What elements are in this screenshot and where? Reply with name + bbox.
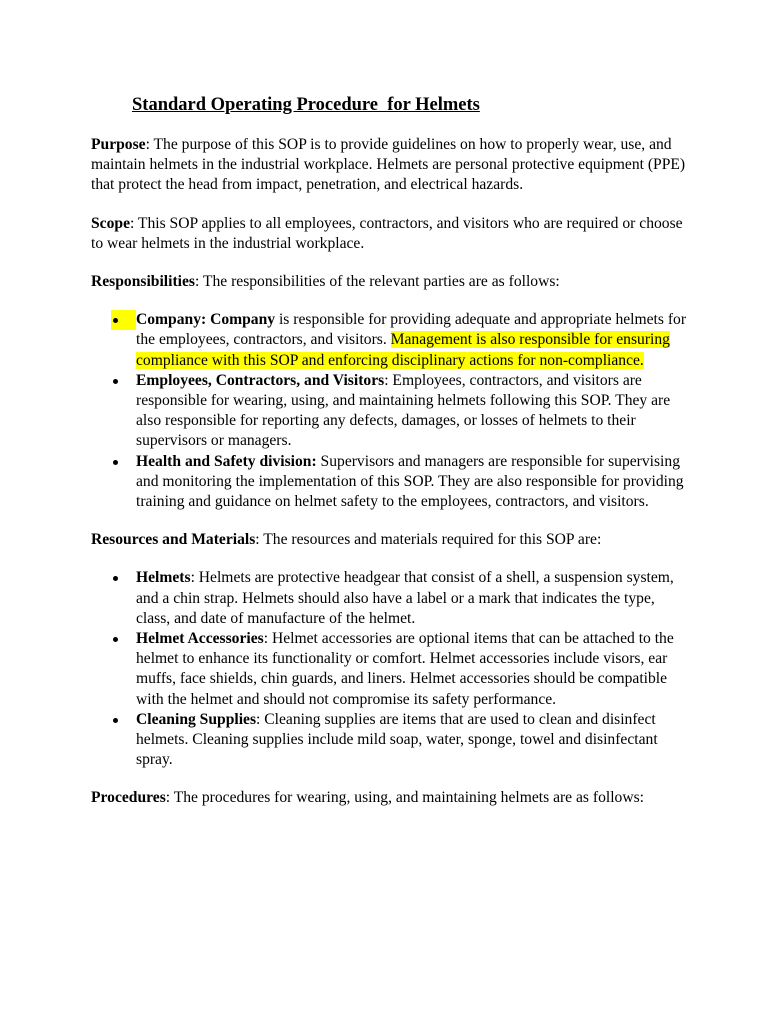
list-item <box>91 310 691 371</box>
purpose-paragraph <box>91 135 691 196</box>
list-item <box>91 452 691 513</box>
list-item-label: Helmets <box>136 569 191 587</box>
list-item-text: Supervisors and managers are responsible for supervising and monitoring the implementation of this SOP. They are also responsible for providing training and guidance on helmet safety to the employees, contractors, and visitors. <box>136 452 684 511</box>
procedures-label: Procedures <box>91 789 166 807</box>
list-item-text: : Helmets are protective headgear that consist of a shell, a suspension system, and a chin strap. Helmets should also have a label or a mark that indicates the type, class, and date of manufacture of the helmet. <box>136 569 674 627</box>
list-item-label: Health and Safety division: <box>136 452 317 470</box>
list-item-text: : Cleaning supplies are items that are used to clean and disinfect helmets. Cleaning supplies include mild soap, water, sponge, towel and disinfectant spray. <box>136 710 658 769</box>
list-item-label: Helmet Accessories <box>136 630 264 648</box>
responsibilities-list <box>91 310 691 512</box>
scope-paragraph <box>91 214 691 254</box>
bullet-icon <box>111 310 136 330</box>
resources-paragraph <box>91 530 691 550</box>
list-item <box>91 629 691 710</box>
document-title: Standard Operating Procedure for Helmets <box>132 95 480 115</box>
procedures-paragraph <box>91 788 691 808</box>
responsibilities-paragraph <box>91 272 691 292</box>
list-item-label: Cleaning Supplies <box>136 710 257 728</box>
list-item <box>91 568 691 629</box>
list-item <box>91 710 691 771</box>
resources-text: : The resources and materials required for this SOP are: <box>255 531 602 549</box>
resources-label: Resources and Materials <box>91 531 256 549</box>
scope-label: Scope <box>91 214 130 232</box>
list-item-label: Company: Company <box>136 311 276 329</box>
purpose-label: Purpose <box>91 136 146 153</box>
list-item-label: Employees, Contractors, and Visitors <box>136 371 385 389</box>
list-item-text: is responsible for providing adequate and appropriate helmets for the employees, contractors, and visitors. <box>136 311 687 349</box>
procedures-text: : The procedures for wearing, using, and maintaining helmets are as follows: <box>165 789 645 807</box>
responsibilities-label: Responsibilities <box>91 273 195 291</box>
highlighted-text: Management is also responsible for ensuring compliance with this SOP and enforcing disciplinary actions for non-compliance. <box>136 331 670 369</box>
purpose-text: : The purpose of this SOP is to provide guidelines on how to properly wear, use, and maintain helmets in the industrial workplace. Helmets are personal protective equipment (PPE) that protect the head from impact, penetration, and electrical hazards. <box>91 136 686 194</box>
responsibilities-text: : The responsibilities of the relevant parties are as follows: <box>194 273 560 291</box>
list-item <box>91 371 691 452</box>
list-item-text: : Employees, contractors, and visitors are responsible for wearing, using, and maintaining helmets following this SOP. They are also responsible for reporting any defects, damages, or losses of helmets to their supervisors or managers. <box>136 371 671 450</box>
document-page <box>91 93 691 827</box>
list-item-text: : Helmet accessories are optional items that can be attached to the helmet to enhance its functionality or comfort. Helmet accessories include visors, ear muffs, face shields, chin guards, and liners. Helmet accessories should be compatible with the helmet and should not compromise its safety performance. <box>136 630 674 708</box>
scope-text: : This SOP applies to all employees, contractors, and visitors who are required or choose to wear helmets in the industrial workplace. <box>91 214 683 252</box>
resources-list <box>91 568 691 770</box>
